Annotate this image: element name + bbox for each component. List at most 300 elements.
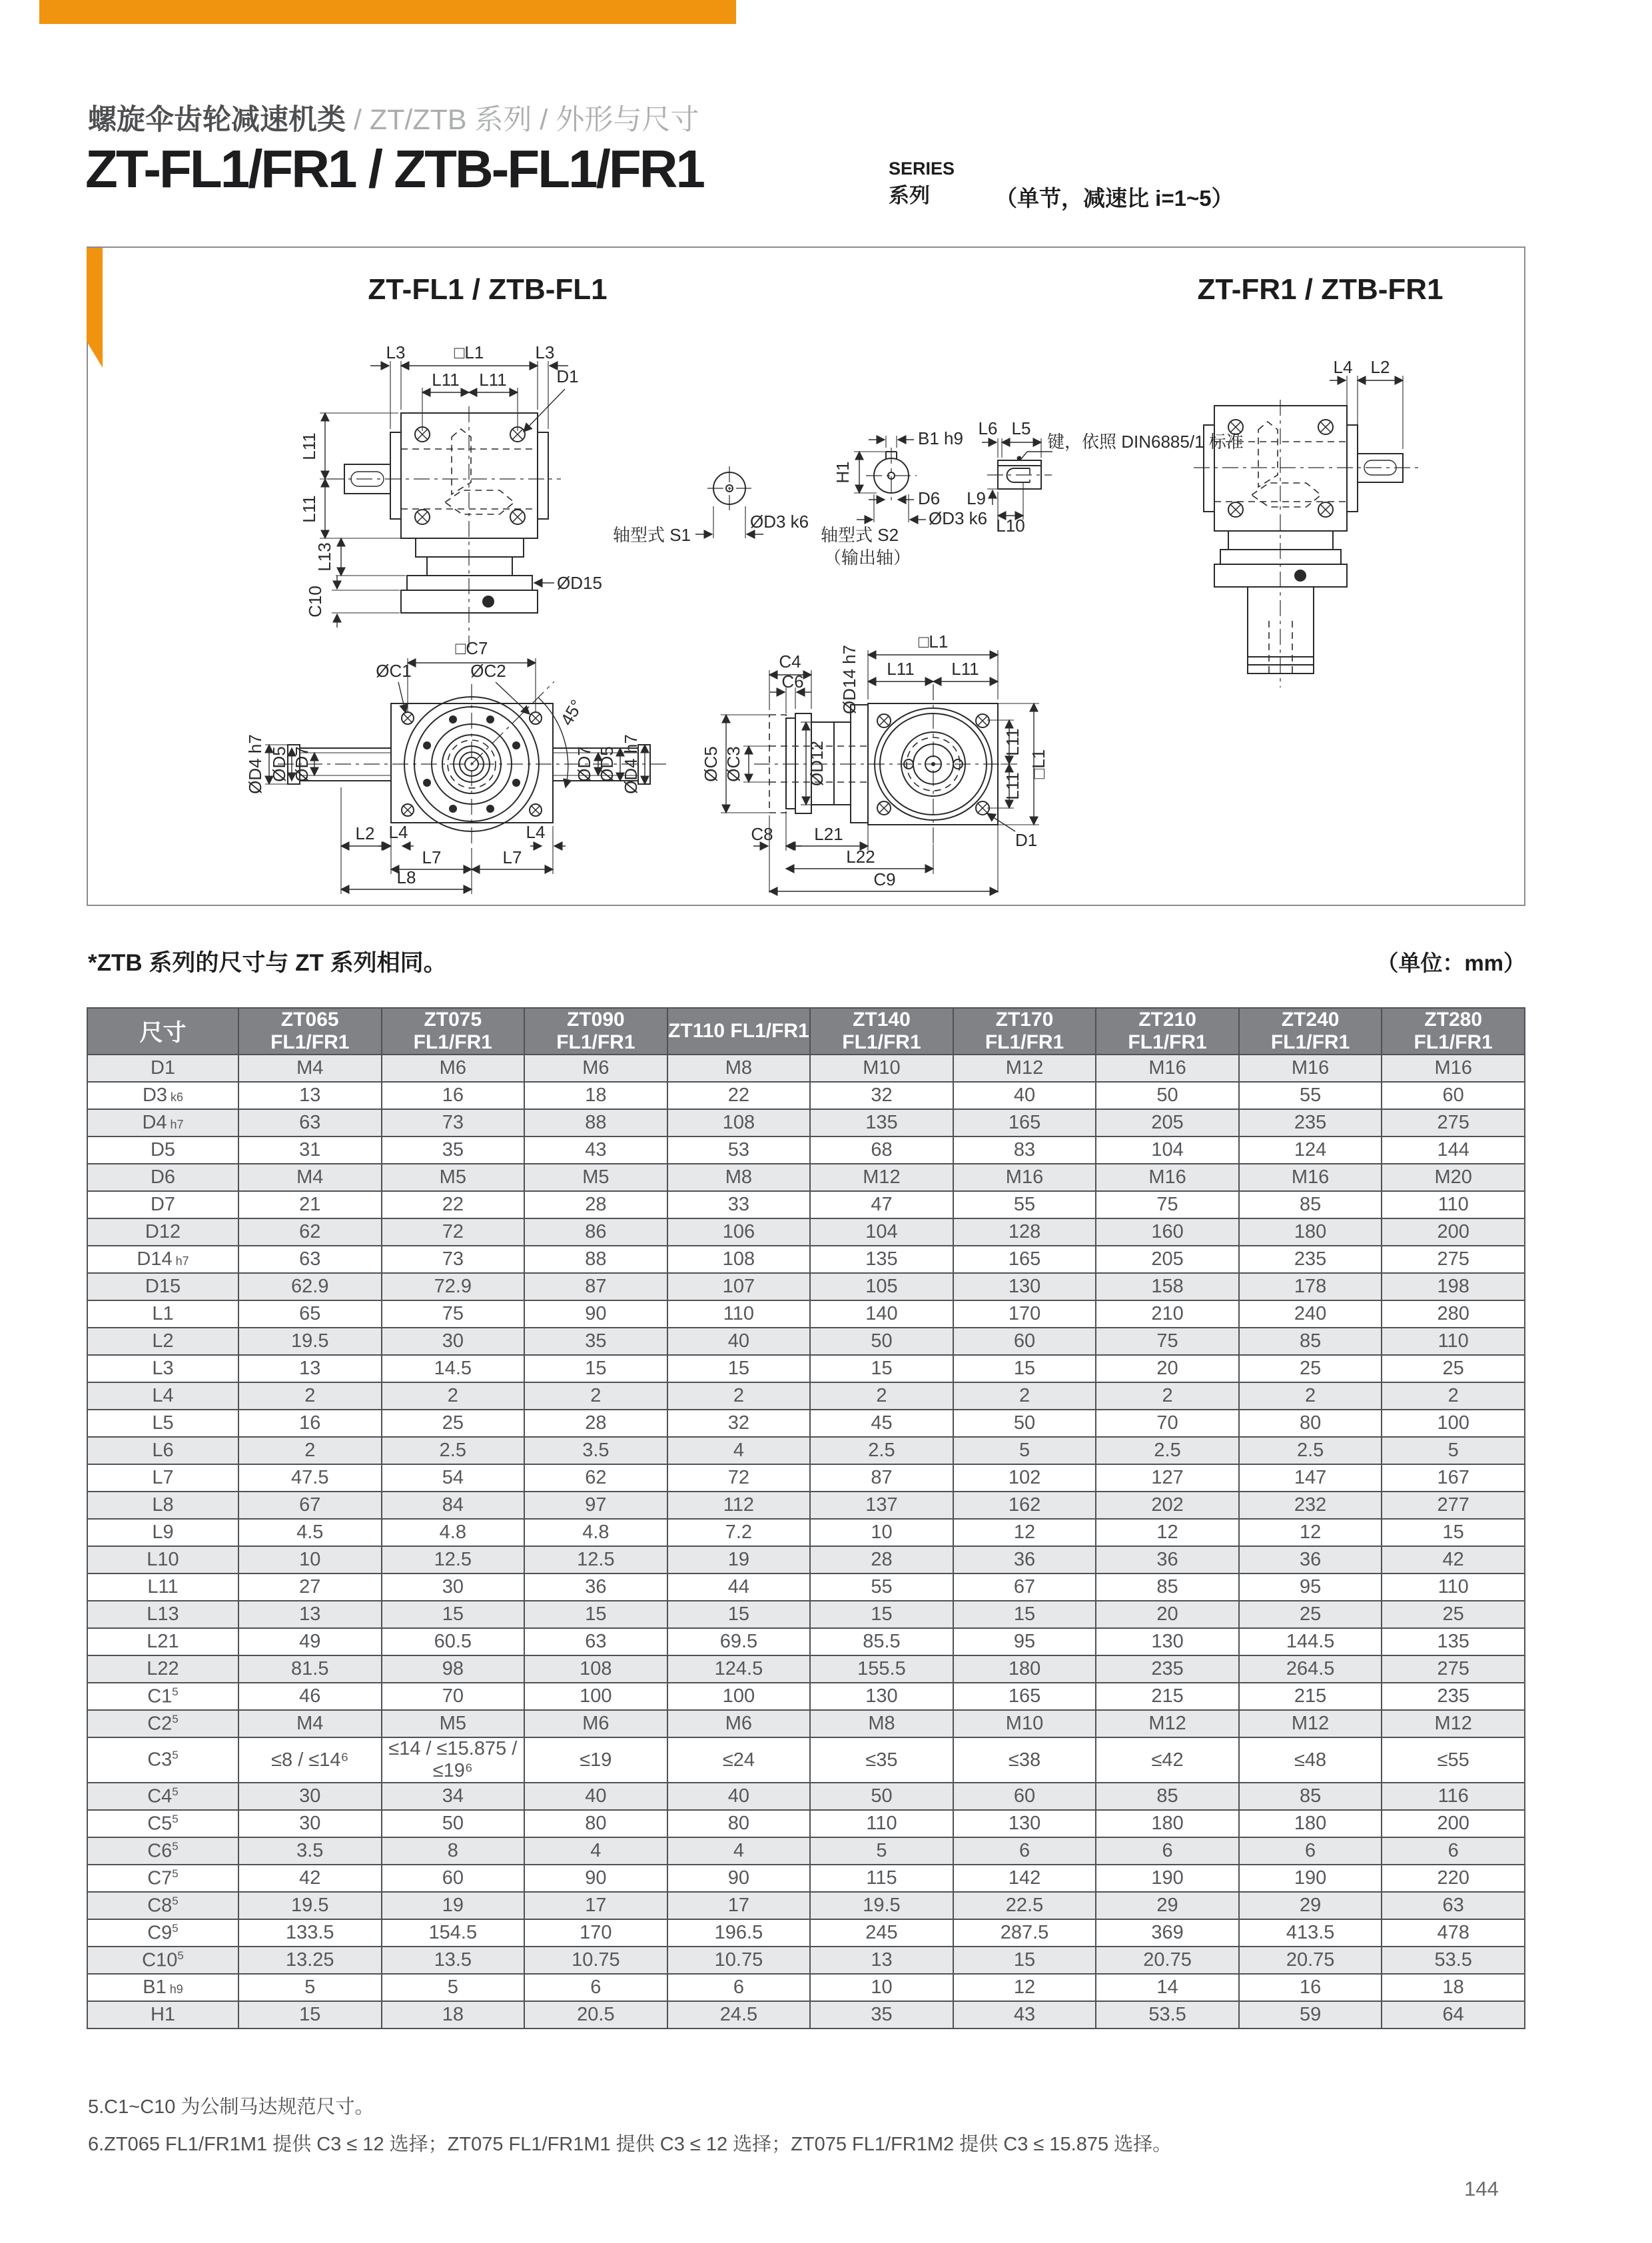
value-cell: 36	[953, 1546, 1096, 1573]
value-cell: 2	[382, 1382, 525, 1410]
dim-label: D6	[918, 488, 941, 508]
dim-label: L7	[502, 847, 522, 867]
value-cell: 85	[1239, 1328, 1382, 1355]
value-cell: 369	[1096, 1919, 1239, 1947]
value-cell: 144.5	[1239, 1628, 1382, 1655]
dim-label: L5	[1011, 418, 1031, 438]
value-cell: 478	[1382, 1919, 1525, 1947]
value-cell: 162	[953, 1492, 1096, 1519]
value-cell: 106	[667, 1218, 811, 1246]
value-cell: 4	[667, 1837, 811, 1865]
dimension-label-cell: L8	[87, 1492, 238, 1519]
dimension-label-cell: L13	[87, 1601, 238, 1628]
value-cell: 25	[1382, 1601, 1525, 1628]
value-cell: 104	[810, 1218, 953, 1246]
dimension-label-cell: $C10^5$	[87, 1947, 238, 1974]
dimension-label-cell: $C9^5$	[87, 1919, 238, 1947]
value-cell: 67	[953, 1573, 1096, 1601]
dimension-label-cell: D1	[87, 1055, 238, 1082]
value-cell: 135	[1382, 1628, 1525, 1655]
value-cell: 28	[524, 1191, 667, 1218]
value-cell: 16	[238, 1410, 382, 1437]
dim-label: L9	[967, 488, 986, 508]
shaft-type-s1-section	[613, 466, 809, 545]
value-cell: ≤42	[1096, 1737, 1239, 1783]
dim-label: ØC1	[376, 661, 412, 681]
value-cell: 133.5	[238, 1919, 382, 1947]
table-row	[87, 1810, 1525, 1837]
value-cell: 13.25	[238, 1947, 382, 1974]
value-cell: 36	[1096, 1546, 1239, 1573]
value-cell: 2	[810, 1382, 953, 1410]
dimension-label-cell: $C5^5$	[87, 1810, 238, 1837]
value-cell: 170	[953, 1300, 1096, 1328]
value-cell: 2	[953, 1382, 1096, 1410]
dim-label: □L1	[1029, 749, 1048, 779]
value-cell: 50	[810, 1328, 953, 1355]
dim-label: L4	[1333, 357, 1353, 377]
value-cell: 53	[667, 1136, 811, 1164]
dim-label: L11	[299, 495, 319, 523]
table-row	[87, 1164, 1525, 1191]
dimension-label-cell: L11	[87, 1573, 238, 1601]
value-cell: 42	[238, 1865, 382, 1892]
value-cell: 97	[524, 1492, 667, 1519]
table-row	[87, 1109, 1525, 1136]
value-cell: 72	[667, 1464, 811, 1492]
value-cell: 80	[667, 1810, 811, 1837]
table-row	[87, 1947, 1525, 1974]
value-cell: 210	[1096, 1300, 1239, 1328]
value-cell: 110	[810, 1810, 953, 1837]
value-cell: 20.5	[524, 2001, 667, 2028]
value-cell: M6	[524, 1055, 667, 1082]
value-cell: 124.5	[667, 1655, 811, 1683]
dimension-label-cell: D5	[87, 1136, 238, 1164]
value-cell: 235	[1096, 1655, 1239, 1683]
value-cell: M12	[953, 1055, 1096, 1082]
value-cell: 165	[953, 1246, 1096, 1273]
table-row	[87, 1136, 1525, 1164]
value-cell: 95	[953, 1628, 1096, 1655]
table-row	[87, 2001, 1525, 2028]
value-cell: 18	[524, 1082, 667, 1109]
dim-label: ØC5	[701, 746, 721, 782]
value-cell: 115	[810, 1865, 953, 1892]
value-cell: M5	[382, 1710, 525, 1737]
value-cell: M4	[238, 1710, 382, 1737]
dim-label: L2	[1370, 357, 1390, 377]
value-cell: 35	[382, 1136, 525, 1164]
value-cell: 68	[810, 1136, 953, 1164]
value-cell: 130	[1096, 1628, 1239, 1655]
dimension-label-cell: $C4^5$	[87, 1783, 238, 1810]
right-drawing-title: ZT-FR1 / ZTB-FR1	[1197, 273, 1444, 306]
table-row	[87, 1464, 1525, 1492]
value-cell: 15	[238, 2001, 382, 2028]
table-row	[87, 1546, 1525, 1573]
dimension-label-cell: D6	[87, 1164, 238, 1191]
value-cell: 215	[1096, 1683, 1239, 1710]
value-cell: 2	[524, 1382, 667, 1410]
value-cell: 116	[1382, 1783, 1525, 1810]
value-cell: M16	[1239, 1164, 1382, 1191]
value-cell: 108	[524, 1655, 667, 1683]
value-cell: 81.5	[238, 1655, 382, 1683]
dim-label: ØD5	[269, 746, 289, 782]
dim-label: L22	[846, 847, 875, 867]
dim-label: L7	[422, 847, 442, 867]
value-cell: 19.5	[238, 1328, 382, 1355]
value-cell: 137	[810, 1492, 953, 1519]
dim-label: L11	[887, 659, 915, 679]
value-cell: 90	[667, 1865, 811, 1892]
value-cell: 275	[1382, 1655, 1525, 1683]
value-cell: ≤38	[953, 1737, 1096, 1783]
value-cell: ≤48	[1239, 1737, 1382, 1783]
value-cell: 4	[667, 1437, 811, 1464]
value-cell: 130	[953, 1273, 1096, 1300]
model-column-header: ZT170 FL1/FR1	[953, 1008, 1096, 1055]
value-cell: 190	[1239, 1865, 1382, 1892]
dim-label: 轴型式 S2	[821, 525, 899, 545]
value-cell: 13	[238, 1082, 382, 1109]
value-cell: 8	[382, 1837, 525, 1865]
value-cell: 60.5	[382, 1628, 525, 1655]
value-cell: 14.5	[382, 1355, 525, 1382]
value-cell: 35	[524, 1328, 667, 1355]
dim-label: ØD3 k6	[750, 512, 809, 532]
value-cell: 100	[524, 1683, 667, 1710]
dimension-label-cell: L3	[87, 1355, 238, 1382]
value-cell: M4	[238, 1164, 382, 1191]
page-title: ZT-FL1/FR1 / ZTB-FL1/FR1	[85, 139, 703, 199]
footnote-6: 6.ZT065 FL1/FR1M1 提供 C3 ≤ 12 选择；ZT075 FL1/FR1M1 提供 C3 ≤ 12 选择；ZT075 FL1/FR1M2 提供 C3 ≤ 15.875 选择。	[88, 2134, 1172, 2155]
value-cell: 95	[1239, 1573, 1382, 1601]
value-cell: 15	[667, 1601, 811, 1628]
dimension-label-cell: L22	[87, 1655, 238, 1683]
value-cell: 6	[953, 1837, 1096, 1865]
value-cell: 28	[524, 1410, 667, 1437]
dimension-label-cell: $C8^5$	[87, 1892, 238, 1919]
dim-label: ØD15	[557, 573, 602, 593]
value-cell: 10	[810, 1974, 953, 2001]
value-cell: 18	[382, 2001, 525, 2028]
value-cell: 44	[667, 1573, 811, 1601]
value-cell: 72.9	[382, 1273, 525, 1300]
model-column-header: ZT280 FL1/FR1	[1382, 1008, 1525, 1055]
value-cell: M4	[238, 1055, 382, 1082]
value-cell: 13	[238, 1601, 382, 1628]
value-cell: 180	[1239, 1810, 1382, 1837]
table-row	[87, 1246, 1525, 1273]
value-cell: 142	[953, 1865, 1096, 1892]
value-cell: 25	[382, 1410, 525, 1437]
value-cell: 45	[810, 1410, 953, 1437]
value-cell: 72	[382, 1218, 525, 1246]
model-column-header: ZT110 FL1/FR1	[667, 1008, 811, 1055]
section-title: / ZT/ZTB 系列 / 外形与尺寸	[346, 104, 699, 136]
dim-label: □C7	[455, 638, 488, 658]
value-cell: 18	[1382, 1974, 1525, 2001]
value-cell: 15	[382, 1601, 525, 1628]
value-cell: 73	[382, 1246, 525, 1273]
value-cell: 53.5	[1096, 2001, 1239, 2028]
value-cell: ≤35	[810, 1737, 953, 1783]
fr1-front-view	[1194, 357, 1420, 687]
value-cell: M5	[524, 1164, 667, 1191]
value-cell: 25	[1239, 1355, 1382, 1382]
dim-label: L11	[1003, 728, 1023, 756]
value-cell: 110	[667, 1300, 811, 1328]
dim-label: 45°	[556, 695, 588, 729]
value-cell: 130	[953, 1810, 1096, 1837]
model-column-header: ZT075 FL1/FR1	[382, 1008, 525, 1055]
value-cell: M12	[1096, 1710, 1239, 1737]
value-cell: 20	[1096, 1355, 1239, 1382]
value-cell: 46	[238, 1683, 382, 1710]
model-column-header: ZT140 FL1/FR1	[810, 1008, 953, 1055]
dim-label: ØD4 h7	[245, 734, 265, 794]
value-cell: 4	[524, 1837, 667, 1865]
value-cell: 178	[1239, 1273, 1382, 1300]
dimension-label-cell: B1 h9	[87, 1974, 238, 2001]
value-cell: 85	[1096, 1573, 1239, 1601]
value-cell: 124	[1239, 1136, 1382, 1164]
value-cell: 85.5	[810, 1628, 953, 1655]
value-cell: 13.5	[382, 1947, 525, 1974]
value-cell: 43	[524, 1136, 667, 1164]
value-cell: 110	[1382, 1573, 1525, 1601]
value-cell: 90	[524, 1300, 667, 1328]
value-cell: 4.8	[382, 1519, 525, 1546]
dimension-label-cell: L7	[87, 1464, 238, 1492]
value-cell: 275	[1382, 1246, 1525, 1273]
value-cell: 73	[382, 1109, 525, 1136]
value-cell: 3.5	[238, 1837, 382, 1865]
value-cell: 86	[524, 1218, 667, 1246]
top-accent-bar	[39, 0, 736, 24]
value-cell: ≤8 / ≤14⁶	[238, 1737, 382, 1783]
value-cell: 5	[810, 1837, 953, 1865]
dimension-label-cell: $C7^5$	[87, 1865, 238, 1892]
value-cell: 75	[1096, 1191, 1239, 1218]
value-cell: 98	[382, 1655, 525, 1683]
dim-label: H1	[833, 461, 853, 484]
value-cell: M16	[1382, 1055, 1525, 1082]
value-cell: M10	[810, 1055, 953, 1082]
value-cell: 63	[524, 1628, 667, 1655]
dim-label: L13	[314, 542, 334, 572]
value-cell: 202	[1096, 1492, 1239, 1519]
value-cell: 54	[382, 1464, 525, 1492]
value-cell: 28	[810, 1546, 953, 1573]
value-cell: 235	[1239, 1246, 1382, 1273]
dimensions-table-body	[87, 1055, 1525, 2028]
value-cell: 80	[1239, 1410, 1382, 1437]
value-cell: 13	[810, 1947, 953, 1974]
dim-label: ØD14 h7	[839, 644, 859, 715]
value-cell: M12	[1382, 1710, 1525, 1737]
key-detail	[967, 418, 1244, 536]
value-cell: 5	[1382, 1437, 1525, 1464]
dimension-label-cell: L6	[87, 1437, 238, 1464]
value-cell: 19.5	[238, 1892, 382, 1919]
value-cell: 49	[238, 1628, 382, 1655]
value-cell: 2	[238, 1437, 382, 1464]
value-cell: 10	[238, 1546, 382, 1573]
value-cell: 70	[1096, 1410, 1239, 1437]
value-cell: 15	[524, 1601, 667, 1628]
value-cell: M16	[1096, 1055, 1239, 1082]
dim-label: L10	[996, 516, 1025, 536]
value-cell: 6	[667, 1974, 811, 2001]
value-cell: 220	[1382, 1865, 1525, 1892]
value-cell: 5	[382, 1974, 525, 2001]
value-cell: 50	[382, 1810, 525, 1837]
dim-label: ØD5	[597, 746, 617, 782]
dim-label: L11	[951, 659, 979, 679]
value-cell: 7.2	[667, 1519, 811, 1546]
table-row	[87, 1082, 1525, 1109]
dimension-label-cell: D14 h7	[87, 1246, 238, 1273]
value-cell: 102	[953, 1464, 1096, 1492]
value-cell: 190	[1096, 1865, 1239, 1892]
dim-label: D1	[1015, 830, 1038, 850]
series-label-cn: 系列	[889, 184, 930, 207]
value-cell: 15	[524, 1355, 667, 1382]
value-cell: 15	[1382, 1519, 1525, 1546]
value-cell: 59	[1239, 2001, 1382, 2028]
value-cell: 245	[810, 1919, 953, 1947]
value-cell: 32	[667, 1410, 811, 1437]
value-cell: 144	[1382, 1136, 1525, 1164]
ztb-note: *ZTB 系列的尺寸与 ZT 系列相同。	[88, 950, 447, 976]
value-cell: M5	[382, 1164, 525, 1191]
table-row	[87, 1519, 1525, 1546]
value-cell: 2	[238, 1382, 382, 1410]
value-cell: 55	[810, 1573, 953, 1601]
dimension-label-cell: D3 k6	[87, 1082, 238, 1109]
dim-label: C10	[305, 586, 325, 618]
value-cell: 88	[524, 1109, 667, 1136]
value-cell: 27	[238, 1573, 382, 1601]
dim-label: ØC2	[470, 661, 506, 681]
dimension-label-cell: $C1^5$	[87, 1683, 238, 1710]
value-cell: 29	[1096, 1892, 1239, 1919]
value-cell: 10.75	[524, 1947, 667, 1974]
value-cell: 12.5	[524, 1546, 667, 1573]
value-cell: 29	[1239, 1892, 1382, 1919]
value-cell: 60	[382, 1865, 525, 1892]
value-cell: 6	[524, 1974, 667, 2001]
dimension-label-cell: D4 h7	[87, 1109, 238, 1136]
dim-label: D1	[556, 366, 579, 386]
value-cell: 2	[1239, 1382, 1382, 1410]
value-cell: 105	[810, 1273, 953, 1300]
value-cell: 235	[1382, 1683, 1525, 1710]
table-row	[87, 1683, 1525, 1710]
value-cell: M6	[667, 1710, 811, 1737]
value-cell: 196.5	[667, 1919, 811, 1947]
dim-label: L11	[432, 370, 460, 390]
value-cell: 55	[1239, 1082, 1382, 1109]
value-cell: 413.5	[1239, 1919, 1382, 1947]
dimension-column-header: 尺寸	[87, 1008, 238, 1055]
table-row	[87, 1410, 1525, 1437]
table-row	[87, 1837, 1525, 1865]
dim-label: C4	[779, 652, 801, 672]
value-cell: 36	[1239, 1546, 1382, 1573]
value-cell: 30	[238, 1810, 382, 1837]
dim-label: 轴型式 S1	[612, 525, 691, 545]
dim-label: L6	[978, 418, 998, 438]
table-row	[87, 1355, 1525, 1382]
value-cell: 15	[953, 1947, 1096, 1974]
value-cell: 110	[1382, 1328, 1525, 1355]
value-cell: 3.5	[524, 1437, 667, 1464]
value-cell: M16	[1239, 1055, 1382, 1082]
value-cell: 35	[810, 2001, 953, 2028]
value-cell: 2	[1096, 1382, 1239, 1410]
value-cell: 104	[1096, 1136, 1239, 1164]
value-cell: 87	[524, 1273, 667, 1300]
value-cell: M12	[1239, 1710, 1382, 1737]
value-cell: 67	[238, 1492, 382, 1519]
value-cell: 135	[810, 1246, 953, 1273]
fl1-front-view	[299, 342, 602, 648]
value-cell: 63	[238, 1109, 382, 1136]
table-row	[87, 1492, 1525, 1519]
table-row	[87, 1892, 1525, 1919]
value-cell: 232	[1239, 1492, 1382, 1519]
value-cell: 20	[1096, 1601, 1239, 1628]
value-cell: 80	[524, 1810, 667, 1837]
dim-label: L11	[1003, 772, 1023, 800]
value-cell: 200	[1382, 1810, 1525, 1837]
value-cell: 40	[953, 1082, 1096, 1109]
value-cell: 50	[953, 1410, 1096, 1437]
dimension-label-cell: L5	[87, 1410, 238, 1437]
value-cell: 2.5	[382, 1437, 525, 1464]
left-drawing-title: ZT-FL1 / ZTB-FL1	[368, 273, 608, 306]
table-row	[87, 1655, 1525, 1683]
value-cell: 200	[1382, 1218, 1525, 1246]
value-cell: 15	[667, 1355, 811, 1382]
value-cell: 127	[1096, 1464, 1239, 1492]
value-cell: 2.5	[1096, 1437, 1239, 1464]
dimension-label-cell: L4	[87, 1382, 238, 1410]
value-cell: 85	[1239, 1191, 1382, 1218]
value-cell: 87	[810, 1464, 953, 1492]
value-cell: 62.9	[238, 1273, 382, 1300]
value-cell: 20.75	[1096, 1947, 1239, 1974]
value-cell: 6	[1096, 1837, 1239, 1865]
value-cell: 140	[810, 1300, 953, 1328]
value-cell: 128	[953, 1218, 1096, 1246]
value-cell: 147	[1239, 1464, 1382, 1492]
value-cell: 70	[382, 1683, 525, 1710]
dim-label: L8	[396, 867, 416, 887]
value-cell: M10	[953, 1710, 1096, 1737]
model-column-header: ZT210 FL1/FR1	[1096, 1008, 1239, 1055]
dimension-label-cell: $C2^5$	[87, 1710, 238, 1737]
table-row	[87, 1710, 1525, 1737]
value-cell: 42	[1382, 1546, 1525, 1573]
value-cell: 17	[524, 1892, 667, 1919]
value-cell: 280	[1382, 1300, 1525, 1328]
value-cell: 235	[1239, 1109, 1382, 1136]
